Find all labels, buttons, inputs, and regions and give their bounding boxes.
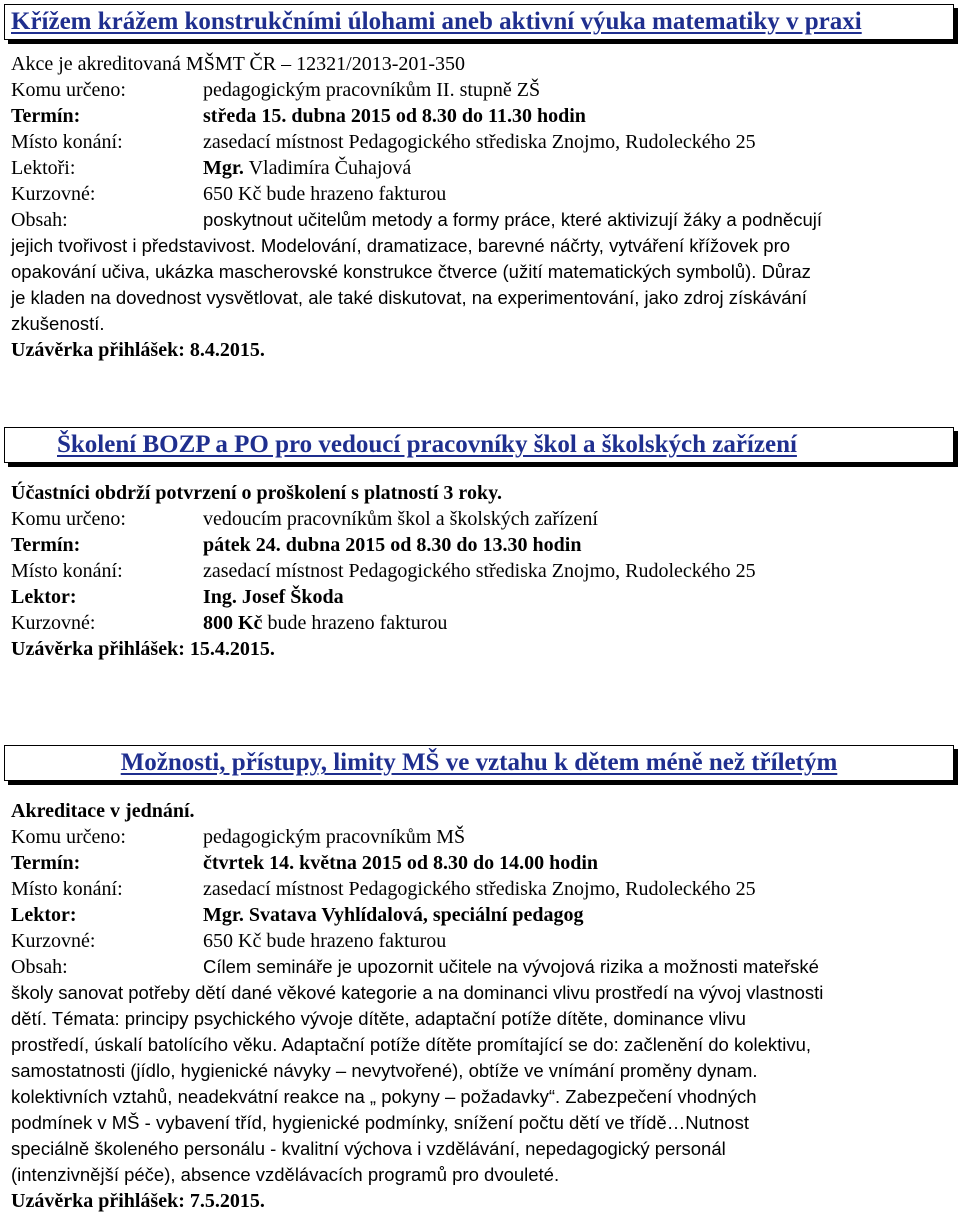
obsah-first-line: poskytnout učitelům metody a formy práce, které aktivizují žáky a podněcují bbox=[203, 209, 823, 230]
komu-row bbox=[11, 506, 951, 532]
obsah-first-line: Cílem semináře je upozornit učitele na vývojová rizika a možnosti mateřské bbox=[203, 956, 819, 977]
termin-value: pátek 24. dubna 2015 od 8.30 do 13.30 hodin bbox=[203, 534, 582, 556]
komu-row bbox=[11, 77, 951, 103]
misto-row bbox=[11, 558, 951, 584]
kurzovne-row bbox=[11, 928, 951, 954]
misto-row bbox=[11, 876, 951, 902]
obsah-line: podmínek v MŠ - vybavení tříd, hygienické podmínky, snížení počtu dětí ve třídě…Nutnost bbox=[11, 1112, 749, 1133]
termin-label: Termín: bbox=[11, 105, 81, 127]
obsah-line: (intenzivnější péče), absence vzdělávacích programů pro dvouleté. bbox=[11, 1164, 560, 1185]
course-title: Možnosti, přístupy, limity MŠ ve vztahu k dětem méně než tříletým bbox=[120, 749, 838, 776]
deadline: Uzávěrka přihlášek: 7.5.2015. bbox=[11, 1190, 265, 1212]
misto-label: Místo konání: bbox=[11, 560, 123, 582]
deadline: Uzávěrka přihlášek: 8.4.2015. bbox=[11, 339, 265, 361]
kurzovne-label: Kurzovné: bbox=[11, 183, 96, 205]
kurzovne-rest: bude hrazeno fakturou bbox=[266, 930, 447, 952]
participants-note: Účastníci obdrží potvrzení o proškolení s platností 3 roky. bbox=[11, 482, 502, 504]
obsah-row bbox=[11, 954, 951, 980]
kurzovne-amount: 650 Kč bbox=[203, 183, 262, 205]
termin-value: středa 15. dubna 2015 od 8.30 do 11.30 hodin bbox=[203, 105, 586, 127]
course-title: Křížem krážem konstrukčními úlohami aneb aktivní výuka matematiky v praxi bbox=[11, 8, 862, 35]
obsah-paragraph bbox=[11, 233, 951, 337]
termin-row bbox=[11, 850, 951, 876]
lektor-row bbox=[11, 584, 951, 610]
komu-label: Komu určeno: bbox=[11, 508, 126, 530]
lektor-prefix: Mgr. bbox=[203, 157, 244, 179]
kurzovne-amount: 650 Kč bbox=[203, 930, 262, 952]
misto-label: Místo konání: bbox=[11, 131, 123, 153]
komu-row bbox=[11, 824, 951, 850]
obsah-paragraph bbox=[11, 980, 951, 1188]
kurzovne-label: Kurzovné: bbox=[11, 930, 96, 952]
obsah-label: Obsah: bbox=[11, 956, 68, 978]
obsah-line: samostatnosti (jídlo, hygienické návyky – nevytvořené), obtíže ve vnímání proměny dynam. bbox=[11, 1060, 758, 1081]
lektor-name: Vladimíra Čuhajová bbox=[248, 157, 412, 179]
kurzovne-row bbox=[11, 181, 951, 207]
obsah-line: zkušeností. bbox=[11, 313, 105, 334]
misto-value: zasedací místnost Pedagogického střediska Znojmo, Rudoleckého 25 bbox=[203, 131, 756, 153]
lektor-label: Lektor: bbox=[11, 904, 77, 926]
lektor-row bbox=[11, 902, 951, 928]
kurzovne-row bbox=[11, 610, 951, 636]
lektor-label: Lektoři: bbox=[11, 157, 76, 179]
kurzovne-rest: bude hrazeno fakturou bbox=[267, 612, 448, 634]
obsah-line: prostředí, úskalí batolícího věku. Adaptační potíže dítěte promítající se do: začlenění do kolektivu, bbox=[11, 1034, 812, 1055]
course-title: Školení BOZP a PO pro vedoucí pracovníky škol a školských zařízení bbox=[57, 431, 797, 458]
accreditation-note: Akreditace v jednání. bbox=[11, 800, 195, 822]
misto-value: zasedací místnost Pedagogického střediska Znojmo, Rudoleckého 25 bbox=[203, 878, 756, 900]
kurzovne-amount: 800 Kč bbox=[203, 612, 263, 634]
termin-row bbox=[11, 532, 951, 558]
lektor-row bbox=[11, 155, 951, 181]
lektor-value: Mgr. Svatava Vyhlídalová, speciální pedagog bbox=[203, 904, 584, 926]
obsah-line: kolektivních vztahů, neadekvátní reakce na „ pokyny – požadavky“. Zabezpečení vhodných bbox=[11, 1086, 757, 1107]
misto-row bbox=[11, 129, 951, 155]
lektor-label: Lektor: bbox=[11, 586, 77, 608]
termin-row bbox=[11, 103, 951, 129]
course-section-3 bbox=[0, 745, 960, 1212]
accreditation-note: Akce je akreditovaná MŠMT ČR – 12321/2013-201-350 bbox=[11, 53, 466, 75]
komu-value: vedoucím pracovníkům škol a školských zařízení bbox=[203, 508, 598, 530]
obsah-line: speciálně školeného personálu - kvalitní výchova i vzdělávání, nepedagogický personál bbox=[11, 1138, 726, 1159]
komu-value: pedagogickým pracovníkům MŠ bbox=[203, 826, 466, 848]
kurzovne-label: Kurzovné: bbox=[11, 612, 96, 634]
obsah-line: školy sanovat potřeby dětí dané věkové kategorie a na dominanci vlivu prostředí na vývoj vlastnosti bbox=[11, 982, 824, 1003]
obsah-line: dětí. Témata: principy psychického vývoje dítěte, adaptační potíže dítěte, dominance vlivu bbox=[11, 1008, 746, 1029]
komu-label: Komu určeno: bbox=[11, 79, 126, 101]
termin-label: Termín: bbox=[11, 534, 81, 556]
termin-label: Termín: bbox=[11, 852, 81, 874]
course-title-box bbox=[4, 745, 954, 781]
course-title-box bbox=[4, 427, 954, 463]
komu-label: Komu určeno: bbox=[11, 826, 126, 848]
termin-value: čtvrtek 14. května 2015 od 8.30 do 14.00 hodin bbox=[203, 852, 599, 874]
obsah-line: opakování učiva, ukázka mascherovské konstrukce čtverce (užití matematických symbolů). Důraz bbox=[11, 261, 811, 282]
course-section-2 bbox=[0, 427, 960, 660]
course-title-box bbox=[4, 4, 954, 40]
kurzovne-rest: bude hrazeno fakturou bbox=[266, 183, 447, 205]
obsah-label: Obsah: bbox=[11, 209, 68, 231]
lektor-value: Ing. Josef Škoda bbox=[203, 586, 344, 608]
komu-value: pedagogickým pracovníkům II. stupně ZŠ bbox=[203, 79, 541, 101]
obsah-line: je kladen na dovednost vysvětlovat, ale také diskutovat, na experimentování, jako zdroj získávání bbox=[11, 287, 807, 308]
deadline: Uzávěrka přihlášek: 15.4.2015. bbox=[11, 638, 275, 660]
misto-label: Místo konání: bbox=[11, 878, 123, 900]
misto-value: zasedací místnost Pedagogického střediska Znojmo, Rudoleckého 25 bbox=[203, 560, 756, 582]
obsah-line: jejich tvořivost i představivost. Modelování, dramatizace, barevné náčrty, vytváření křížovek pro bbox=[11, 235, 791, 256]
course-section-1 bbox=[0, 4, 960, 361]
obsah-row bbox=[11, 207, 951, 233]
